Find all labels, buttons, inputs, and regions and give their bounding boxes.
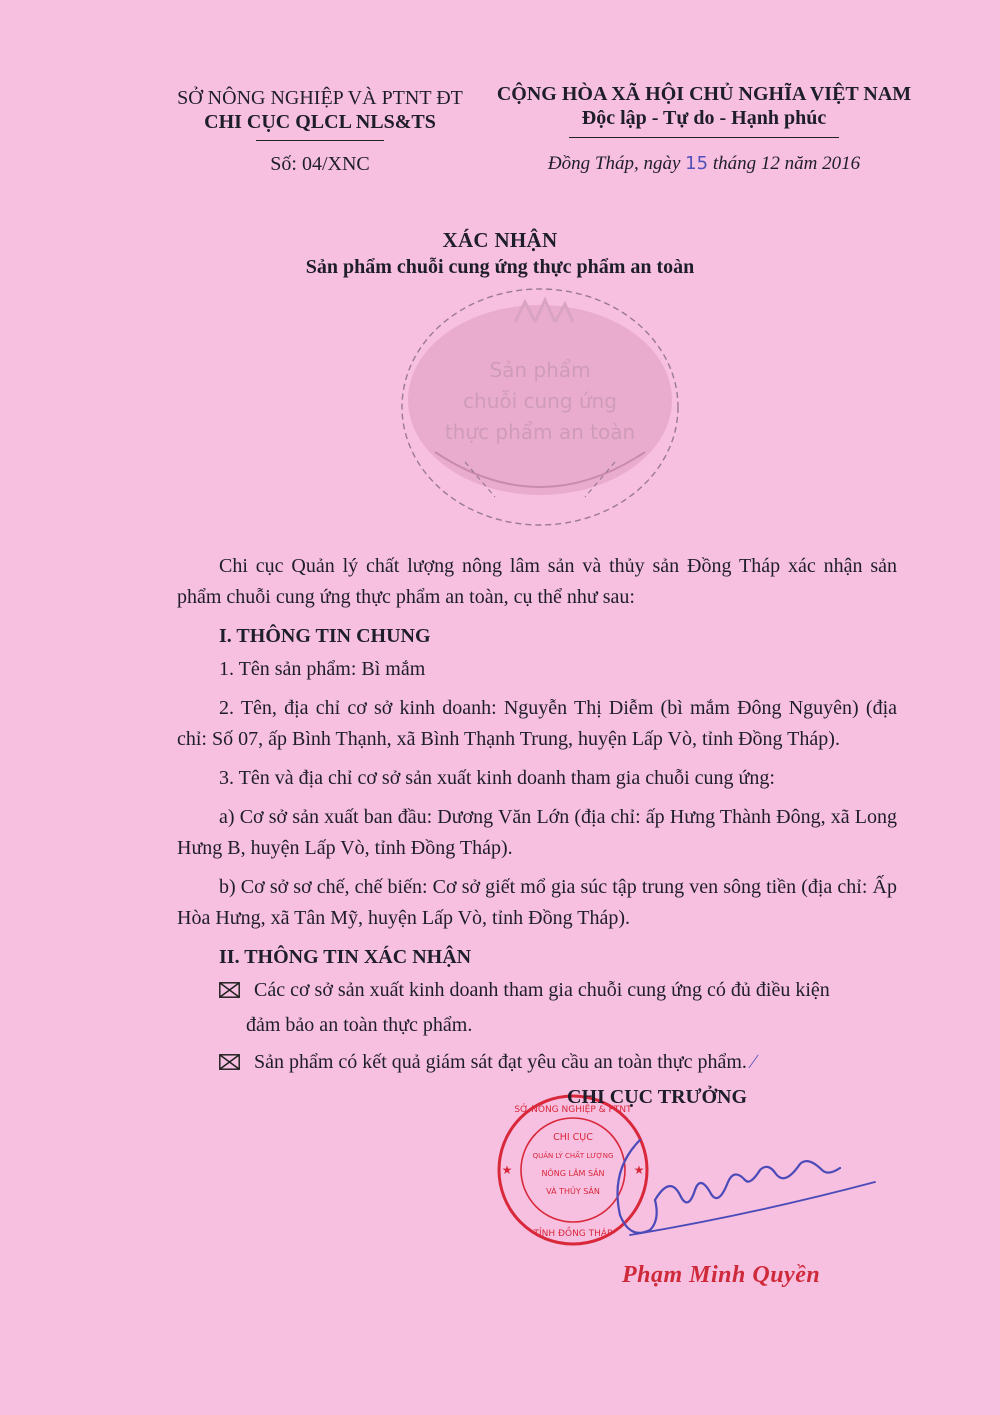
check2-text: Sản phẩm có kết quả giám sát đạt yêu cầu an toàn thực phẩm. bbox=[254, 1051, 747, 1073]
issuing-agency bbox=[170, 86, 470, 141]
date-suffix: tháng 12 năm 2016 bbox=[712, 153, 861, 174]
signatory-title: CHI CỤC TRƯỞNG bbox=[567, 1086, 748, 1108]
handwritten-signature-icon bbox=[600, 1120, 900, 1260]
document-title: XÁC NHẬN bbox=[442, 228, 558, 252]
logo-line3: thực phẩm an toàn bbox=[444, 420, 636, 444]
seal-center-line2: QUẢN LÝ CHẤT LƯỢNG bbox=[532, 1152, 614, 1160]
date-prefix: Đồng Tháp, ngày bbox=[547, 153, 681, 174]
agency-line1: SỞ NÔNG NGHIỆP VÀ PTNT ĐT bbox=[177, 87, 463, 109]
date-day-handwritten: 15 bbox=[685, 153, 709, 174]
check1-text-b: đảm bảo an toàn thực phẩm. bbox=[246, 1014, 473, 1036]
checked-box-icon bbox=[219, 1054, 240, 1070]
nation-underline bbox=[569, 137, 839, 138]
svg-text:★: ★ bbox=[633, 1163, 645, 1177]
seal-center-line1: CHI CỤC bbox=[553, 1132, 593, 1143]
section1-item3a: a) Cơ sở sản xuất ban đầu: Dương Văn Lớn (địa chỉ: ấp Hưng Thành Đông, xã Long Hưng B, huyện Lấp Vò, tỉnh Đồng Tháp). bbox=[177, 806, 897, 859]
checked-box-icon bbox=[219, 982, 240, 998]
section1-item3b: b) Cơ sở sơ chế, chế biến: Cơ sở giết mổ gia súc tập trung ven sông tiền (địa chỉ: Ấp Hòa Hưng, xã Tân Mỹ, huyện Lấp Vò, tỉnh Đồng Tháp). bbox=[177, 876, 897, 929]
document-subtitle: Sản phẩm chuỗi cung ứng thực phẩm an toàn bbox=[305, 256, 695, 278]
seal-center-line3: NÔNG LÂM SẢN bbox=[541, 1169, 605, 1178]
document-body bbox=[177, 551, 897, 1078]
checkbox-item-1 bbox=[177, 975, 897, 1006]
checkbox-item-2 bbox=[177, 1047, 897, 1078]
national-header bbox=[490, 82, 918, 138]
svg-text:★: ★ bbox=[501, 1163, 513, 1177]
signatory-name: Phạm Minh Quyền bbox=[622, 1262, 821, 1288]
logo-line2: chuỗi cung ứng bbox=[463, 389, 617, 413]
section1-heading: I. THÔNG TIN CHUNG bbox=[219, 625, 431, 647]
check1-text-a: Các cơ sở sản xuất kinh doanh tham gia chuỗi cung ứng có đủ điều kiện bbox=[254, 979, 830, 1001]
logo-caption bbox=[395, 355, 685, 448]
section1-item3: 3. Tên và địa chỉ cơ sở sản xuất kinh doanh tham gia chuỗi cung ứng: bbox=[219, 767, 775, 789]
seal-center-line4: VÀ THỦY SẢN bbox=[546, 1187, 600, 1196]
place-date bbox=[490, 153, 918, 175]
seal-bottom-text: TỈNH ĐỒNG THÁP bbox=[533, 1229, 613, 1239]
section1-item1: 1. Tên sản phẩm: Bì mắm bbox=[219, 658, 426, 680]
nation-line1: CỘNG HÒA XÃ HỘI CHỦ NGHĨA VIỆT NAM bbox=[496, 83, 912, 105]
document-number: Số: 04/XNC bbox=[270, 153, 370, 175]
agency-line2: CHI CỤC QLCL NLS&TS bbox=[204, 111, 436, 133]
nation-line2: Độc lập - Tự do - Hạnh phúc bbox=[581, 107, 827, 129]
handwritten-mark-icon: ∕ bbox=[746, 1051, 756, 1073]
logo-line1: Sản phẩm bbox=[489, 358, 591, 382]
section1-item2: 2. Tên, địa chỉ cơ sở kinh doanh: Nguyễn Thị Diễm (bì mắm Đông Nguyên) (địa chỉ: Số 07, ấp Bình Thạnh, xã Bình Thạnh Trung, huyện Lấp Vò, tỉnh Đồng Tháp). bbox=[177, 697, 897, 750]
agency-underline bbox=[256, 140, 384, 141]
seal-ring-text: SỞ NÔNG NGHIỆP & PTNT bbox=[514, 1105, 632, 1115]
intro-paragraph: Chi cục Quản lý chất lượng nông lâm sản và thủy sản Đồng Tháp xác nhận sản phẩm chuỗi cung ứng thực phẩm an toàn, cụ thể như sau: bbox=[177, 555, 897, 608]
section2-heading: II. THÔNG TIN XÁC NHẬN bbox=[219, 946, 472, 968]
